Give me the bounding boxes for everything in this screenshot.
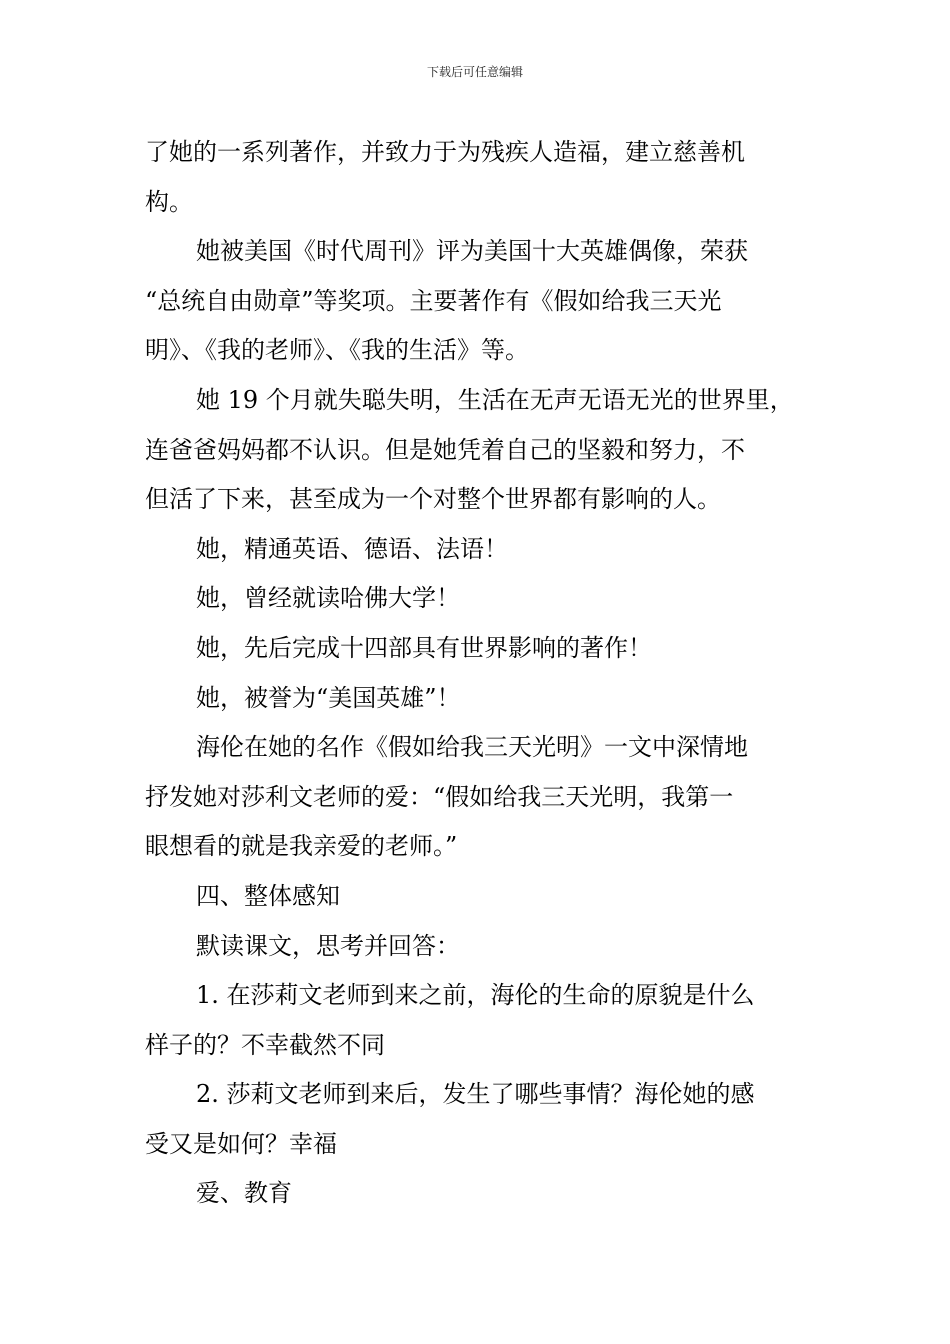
document-body: [145, 128, 815, 1219]
text-line: 眼想看的就是我亲爱的老师。”: [145, 832, 458, 861]
text-line: 抒发她对莎利文老师的爱：“假如给我三天光明，我第一: [145, 782, 734, 811]
paragraph: [145, 376, 815, 525]
text-line: 连爸爸妈妈都不认识。但是她凭着自己的坚毅和努力，不: [145, 435, 745, 464]
text-line: 她，先后完成十四部具有世界影响的著作！: [196, 633, 652, 662]
text-line: 构。: [145, 187, 193, 216]
paragraph: [145, 574, 815, 624]
paragraph: [145, 1070, 815, 1169]
text-line: 她 19 个月就失聪失明，生活在无声无语无光的世界里，: [196, 385, 794, 414]
paragraph: [145, 624, 815, 674]
text-line: 默读课文，思考并回答：: [196, 931, 460, 960]
paragraph: [145, 971, 815, 1070]
text-line: 受又是如何？幸福: [145, 1129, 337, 1158]
text-line: 她，曾经就读哈佛大学！: [196, 584, 460, 613]
text-line: “总统自由勋章”等奖项。主要著作有《假如给我三天光: [145, 286, 722, 315]
text-line: 海伦在她的名作《假如给我三天光明》一文中深情地: [196, 733, 748, 762]
paragraph: [145, 922, 815, 972]
text-line: 样子的？不幸截然不同: [145, 1030, 385, 1059]
text-line: 1. 在莎莉文老师到来之前，海伦的生命的原貌是什么: [196, 981, 755, 1010]
text-line: 2. 莎莉文老师到来后，发生了哪些事情？海伦她的感: [196, 1080, 755, 1109]
paragraph: [145, 128, 815, 227]
page-header: 下载后可任意编辑: [426, 65, 523, 79]
text-line: 但活了下来，甚至成为一个对整个世界都有影响的人。: [145, 485, 721, 514]
text-line: 她被美国《时代周刊》评为美国十大英雄偶像，荣获: [196, 237, 748, 266]
paragraph: [145, 674, 815, 724]
paragraph: [145, 1169, 815, 1219]
paragraph: [145, 723, 815, 872]
text-line: 她，被誉为“美国英雄”！: [196, 683, 461, 712]
paragraph: [145, 227, 815, 376]
text-line: 她，精通英语、德语、法语！: [196, 534, 508, 563]
text-line: 明》、《我的老师》、《我的生活》等。: [145, 336, 529, 365]
text-line: 四、整体感知: [196, 881, 340, 910]
paragraph: [145, 872, 815, 922]
paragraph: [145, 525, 815, 575]
text-line: 爱、教育: [196, 1179, 292, 1208]
text-line: 了她的一系列著作，并致力于为残疾人造福，建立慈善机: [145, 138, 745, 166]
